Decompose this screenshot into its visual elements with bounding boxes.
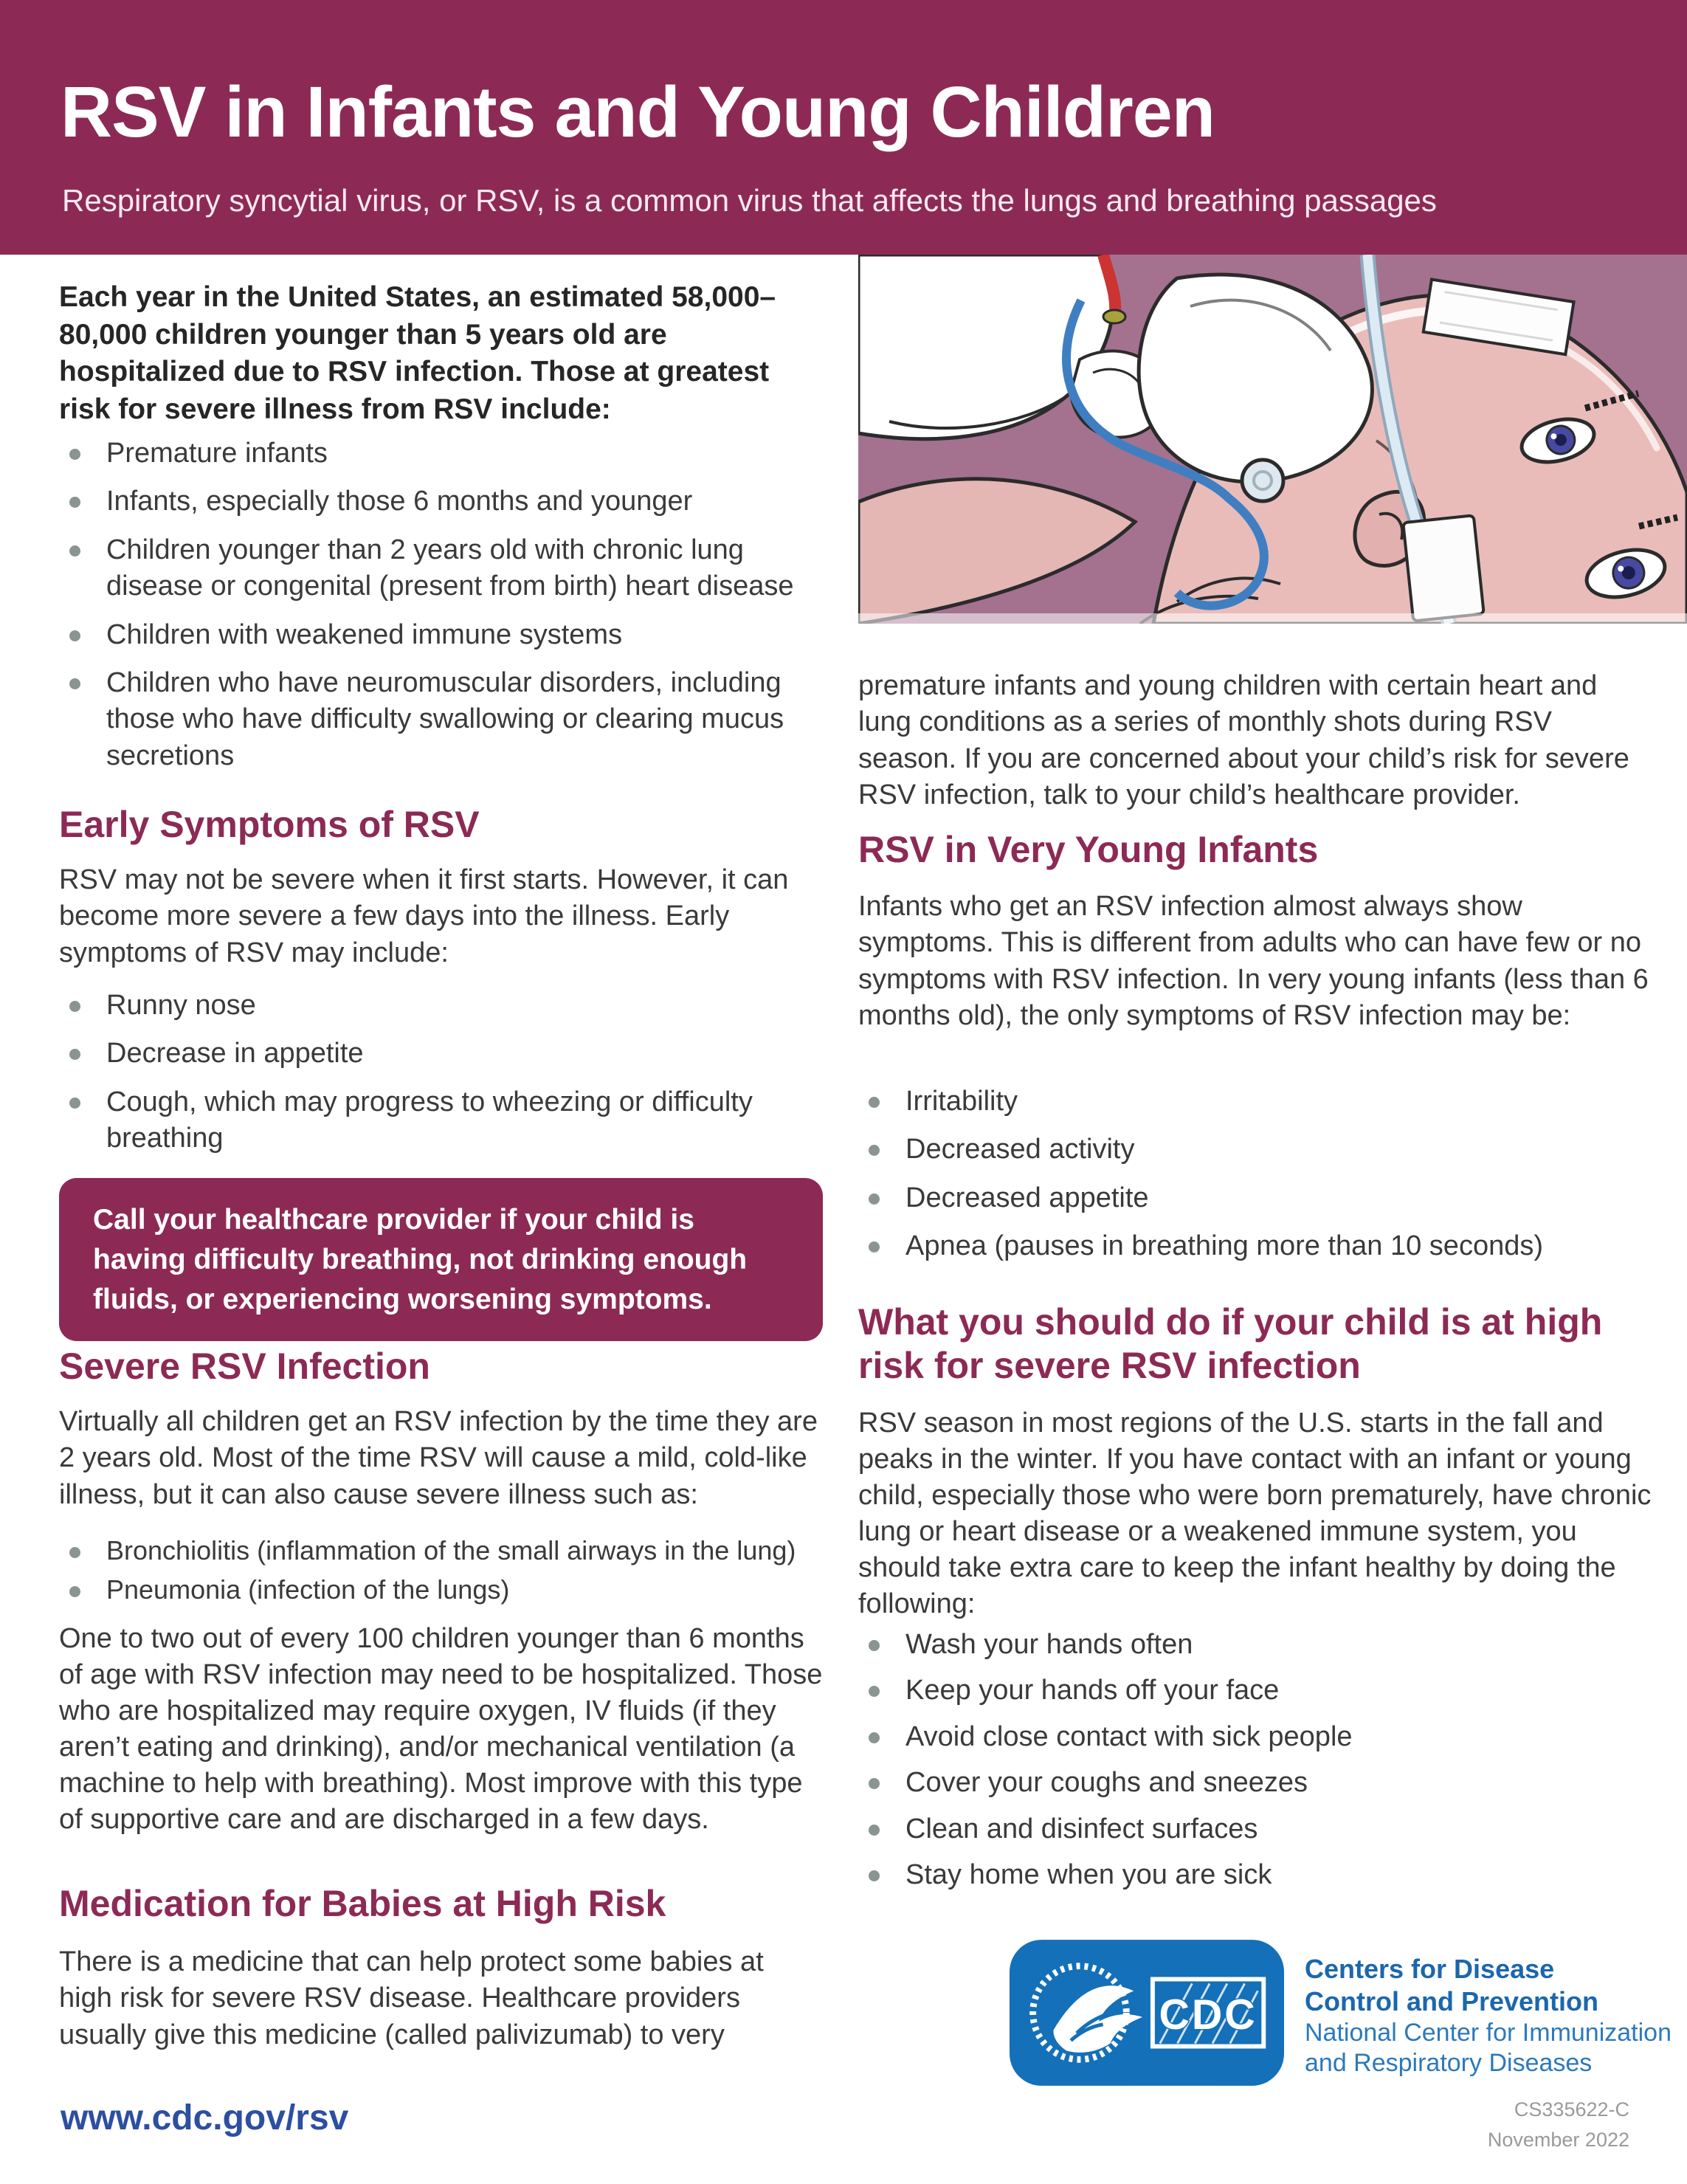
list-item: Decrease in appetite: [59, 1036, 823, 1072]
prevention-list: [858, 1627, 1652, 1903]
doc-code: CS335622-C: [1514, 2098, 1629, 2121]
cdc-url-link[interactable]: www.cdc.gov/rsv: [61, 2098, 349, 2138]
left-column: [59, 0, 823, 2184]
list-item: Children younger than 2 years old with chronic lung disease or congenital (present from birth) heart disease: [59, 532, 823, 605]
org-name-line: National Center for Immunization: [1305, 2018, 1672, 2047]
section-heading-very-young-infants: RSV in Very Young Infants: [858, 829, 1319, 870]
org-name-line: and Respiratory Diseases: [1305, 2049, 1593, 2078]
section-heading-early-symptoms: Early Symptoms of RSV: [59, 804, 480, 845]
severe-rsv-paragraph: Virtually all children get an RSV infection by the time they are 2 years old. Most of the time RSV will cause a mild, cold-like illness, but it can also cause severe illness such as:: [59, 1406, 818, 1510]
very-young-paragraph: Infants who get an RSV infection almost always show symptoms. This is different from adults who can have few or no symptoms with RSV infection. In very young infants (less than 6 months old), the only symptoms of RSV infection may be:: [858, 891, 1649, 1032]
list-item: Runny nose: [59, 988, 823, 1024]
doc-date: November 2022: [1487, 2128, 1629, 2151]
medication-paragraph: There is a medicine that can help protect some babies at high risk for severe RSV disease. Healthcare providers usually give this medicine (called palivizumab) to very: [59, 1946, 764, 2050]
callout-box: Call your healthcare provider if your child is having difficulty breathing, not drinking enough fluids, or experiencing worsening symptoms.: [59, 1178, 823, 1341]
very-young-symptoms-list: [858, 1084, 1652, 1277]
list-item: Clean and disinfect surfaces: [858, 1811, 1652, 1847]
page-subtitle: Respiratory syncytial virus, or RSV, is a common virus that affects the lungs and breathing passages: [62, 183, 1437, 218]
list-item: Wash your hands often: [858, 1627, 1652, 1663]
list-item: Children who have neuromuscular disorders, including those who have difficulty swallowing or clearing mucus secretions: [59, 665, 823, 774]
list-item: Pneumonia (infection of the lungs): [59, 1573, 823, 1608]
list-item: Decreased activity: [858, 1131, 1652, 1168]
list-item: Children with weakened immune systems: [59, 617, 823, 653]
early-symptoms-list: [59, 988, 823, 1169]
list-item: Cough, which may progress to wheezing or difficulty breathing: [59, 1084, 823, 1157]
section-heading-medication: Medication for Babies at High Risk: [59, 1883, 666, 1924]
risk-group-list: [59, 435, 823, 786]
severe-illness-list: [59, 1534, 823, 1612]
list-item: Bronchiolitis (inflammation of the small airways in the lung): [59, 1534, 823, 1568]
intro-paragraph: Each year in the United States, an estimated 58,000–80,000 children younger than 5 years old are hospitalized due to RSV infection. Those at greatest risk for severe illness from RSV include:: [59, 281, 776, 426]
org-name-line: Centers for Disease: [1305, 1954, 1555, 1984]
list-item: Apnea (pauses in breathing more than 10 seconds): [858, 1228, 1652, 1264]
list-item: Keep your hands off your face: [858, 1673, 1652, 1709]
section-heading-severe-rsv: Severe RSV Infection: [59, 1346, 430, 1387]
document-meta: [1488, 2095, 1629, 2154]
cdc-logo: [1010, 1940, 1284, 2090]
page-title: RSV in Infants and Young Children: [61, 72, 1215, 152]
cdc-org-name: [1305, 1953, 1672, 2079]
list-item: Cover your coughs and sneezes: [858, 1765, 1652, 1801]
early-symptoms-paragraph: RSV may not be severe when it first starts. However, it can become more severe a few days into the illness. Early symptoms of RSV may include:: [59, 864, 789, 968]
medication-continued-paragraph: premature infants and young children with certain heart and lung conditions as a series of monthly shots during RSV season. If you are concerned about your child’s risk for severe RSV infection, talk to your child’s healthcare provider.: [858, 670, 1629, 811]
hospitalization-paragraph: One to two out of every 100 children younger than 6 months of age with RSV infection may need to be hospitalized. Those who are hospitalized may require oxygen, IV fluids (if they aren’t eating and drinking), and/or mechanical ventilation (a machine to help with breathing). Most improve with this type of supportive care and are discharged in a few days.: [59, 1623, 823, 1836]
cdc-hhs-logo-icon: [1010, 1940, 1284, 2086]
list-item: Infants, especially those 6 months and younger: [59, 483, 823, 520]
list-item: Stay home when you are sick: [858, 1857, 1652, 1893]
right-column: [858, 0, 1652, 2184]
section-heading-what-to-do: What you should do if your child is at high risk for severe RSV infection: [858, 1301, 1603, 1386]
list-item: Avoid close contact with sick people: [858, 1719, 1652, 1755]
cdc-wordmark: [1153, 1979, 1263, 2046]
list-item: Premature infants: [59, 435, 823, 472]
org-name-line: Control and Prevention: [1305, 1985, 1599, 2016]
list-item: Decreased appetite: [858, 1180, 1652, 1216]
what-to-do-paragraph: RSV season in most regions of the U.S. starts in the fall and peaks in the winter. If you have contact with an infant or young child, especially those who were born prematurely, have chronic lung or heart disease or a weakened immune system, you should take extra care to keep the infant healthy by doing the following:: [858, 1408, 1652, 1620]
list-item: Irritability: [858, 1084, 1652, 1120]
cdc-acronym-text: CDC: [1159, 1991, 1258, 2039]
